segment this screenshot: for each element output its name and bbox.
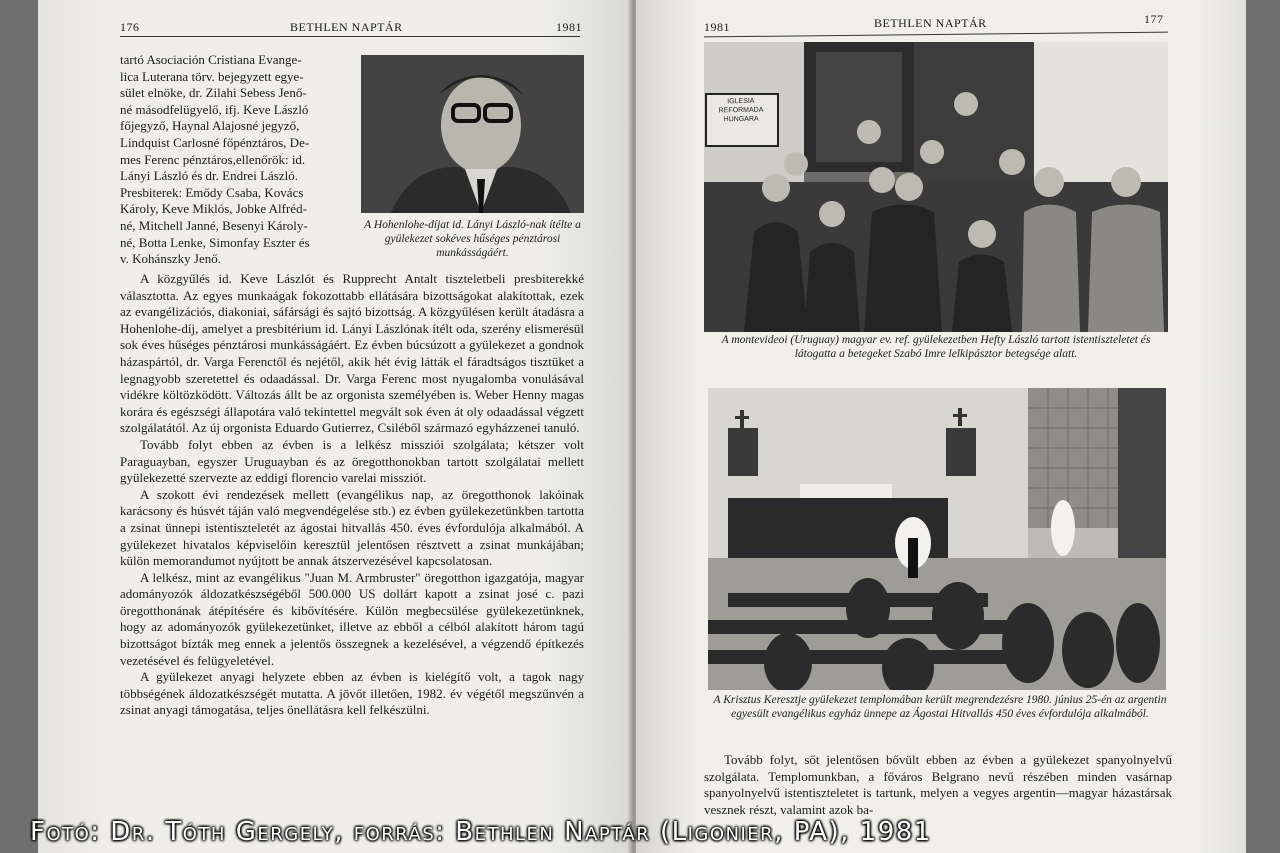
header-rule-right bbox=[704, 32, 1168, 38]
paragraph: Tovább folyt, sőt jelentősen bővült ebben az évben a gyülekezet spanyolnyelvű szolgálata. Templomunkban, a főváros Belgrano nevű részében minden vasárnap spanyolnyelvű istentiszteletet is tartunk, melyen a vegyes argentin—magyar házastársak vesznek részt, valamint azok ba- bbox=[704, 752, 1172, 817]
intro-line: lica Luterana törv. bejegyzett egye- bbox=[120, 68, 304, 84]
paragraph: Tovább folyt ebben az évben is a lelkész missziói szolgálata; kétszer volt Paraguayban, egyszer Uruguayban és az öregotthonokban tartott szolgálatai mellett gyülekezetté szervezte az eddigi florencio varelai missziót. bbox=[120, 436, 584, 486]
paragraph: A lelkész, mint az evangélikus "Juan M. Armbruster" öregotthon igazgatója, magyar adományozók áldozatkészségéből 500.000 US dollárt kapott a zsinat josé c. pazi öregotthonának átépítésére és kibővítésére. Külön megbecsülése gyülekezetünknek, hogy az adományozók gyülekezetünket, illetve az ebből a célból alakított három tagú bizottságot bízták meg ennek a jelentős összegnek a kezelésével, a végzendő építkezés vezetésével és felügyeletével. bbox=[120, 569, 584, 668]
page-number-left: 176 bbox=[120, 20, 140, 34]
intro-text bbox=[120, 52, 356, 268]
church-interior-photo bbox=[708, 388, 1166, 690]
right-body-text bbox=[704, 752, 1172, 818]
intro-line: v. Kohánszky Jenő. bbox=[120, 251, 221, 267]
right-page bbox=[636, 0, 1246, 853]
intro-line: Károly, Keve Miklós, Jobke Alfréd- bbox=[120, 201, 307, 217]
intro-line: tartó Asociación Cristiana Evange- bbox=[120, 52, 302, 67]
intro-line: né másodfelügyelő, ifj. Keve László bbox=[120, 101, 309, 117]
photo-credit: Fotó: Dr. Tóth Gergely, forrás: Bethlen Naptár (Ligonier, PA), 1981 bbox=[30, 817, 932, 847]
church-sign bbox=[708, 96, 774, 124]
intro-line: né, Botta Lenke, Simonfay Eszter és bbox=[120, 234, 310, 250]
running-header-right: BETHLEN NAPTÁR bbox=[874, 16, 987, 30]
portrait-photo bbox=[361, 55, 584, 213]
page-number-right: 177 bbox=[1144, 12, 1164, 26]
paragraph: A közgyűlés id. Keve Lászlót és Rupprecht Antalt tiszteletbeli presbiterekké választotta. Az egyes munkaágak fokozottabb ellátására bizottságokat alakítottak, ezek az evangélizációs, diakoniai, sáfársági és sajtó bizottság. A közgyűlésen került átadásra a Hohenlohe-díj, amelyet a presbitérium id. Lányi Lászlónak ítélt oda, szerény elismerésül sok éves hűséges pénztárosi munkásságáért. Ez évben búcsúzott a gyülekezet a gondnok házaspártól, dr. Varga Ferenctől és nejétől, akik hét évig látták el fáradtságos tisztüket a legnagyobb szeretettel és odaadással. Dr. Varga Ferenc most nyugalomba vonulásával vidékre költözködött. Változás állt be az orgonista személyében is. Weber Henny magas korára és egészségi állapotára való tekintettel megvált sok éven át oly odaadással végzett szolgálatától. Az új orgonista Eduardo Gutierrez, Csiléből származó egyházzenei tanuló. bbox=[120, 271, 584, 436]
header-year-right: 1981 bbox=[704, 20, 730, 34]
church-sign-line: IGLESIA REFORMADA bbox=[718, 97, 764, 115]
paragraph: A szokott évi rendezések mellett (evangélikus nap, az öregotthonok lakóinak karácsony és húsvét táján való megvendégelése stb.) ez évben gyülekezetünkben tartotta a zsinat ünnepi istentiszteletét az ágostai hitvallás 450. éves évfordulója alkalmából. A gyülekezet hivatalos képviselőin keresztül jelentősen résztvett a zsinat munkájában; külön memorandumot nyújtott be annak átszervezésével kapcsolatosan. bbox=[120, 486, 584, 569]
paragraph: A gyülekezet anyagi helyzete ebben az évben is kielégítő volt, a tagok nagy többségének áldozatkészségét mutatta. A jövőt illetően, 1982. év végétől megszűnvén a zsinat anyagi támogatása, teljes önellátásra kell felkészülni. bbox=[120, 669, 584, 718]
header-year-left: 1981 bbox=[556, 20, 582, 34]
group-photo bbox=[704, 42, 1168, 332]
running-header-left: BETHLEN NAPTÁR bbox=[290, 20, 403, 34]
church-photo-caption: A Krisztus Keresztje gyülekezet templomában került megrendezésre 1980. június 25-én az argentin egyesült evangélikus egyház ünnepe az Ágostai Hitvallás 450 éves évfordulója alkalmából. bbox=[713, 694, 1167, 720]
header-rule-left bbox=[120, 36, 580, 37]
intro-line: mes Ferenc pénztáros,ellenőrök: id. bbox=[120, 151, 306, 167]
left-page bbox=[38, 0, 632, 853]
intro-line: né, Mitchell Janné, Besenyi Károly- bbox=[120, 217, 308, 233]
intro-line: Presbiterek: Emődy Csaba, Kovács bbox=[120, 184, 304, 200]
intro-line: sület elnöke, dr. Zilahi Sebess Jenő- bbox=[120, 85, 307, 101]
intro-line: főjegyző, Haynal Alajosné jegyző, bbox=[120, 118, 300, 134]
intro-line: Lindquist Carlosné főpénztáros, De- bbox=[120, 134, 310, 150]
portrait-caption: A Hohenlohe-díjat id. Lányi László-nak ítélte a gyülekezet sokéves hűséges pénztárosi munkásságáért. bbox=[364, 219, 581, 259]
church-sign-line: HUNGARA bbox=[723, 115, 759, 124]
left-body-text bbox=[120, 271, 584, 719]
group-photo-caption: A montevideoi (Uruguay) magyar ev. ref. gyülekezetben Hefty László tartott istentiszteletet és látogatta a betegeket Szabó Imre lelkipásztor betegsége alatt. bbox=[721, 334, 1151, 360]
intro-line: Lányi László és dr. Endrei László. bbox=[120, 168, 298, 184]
